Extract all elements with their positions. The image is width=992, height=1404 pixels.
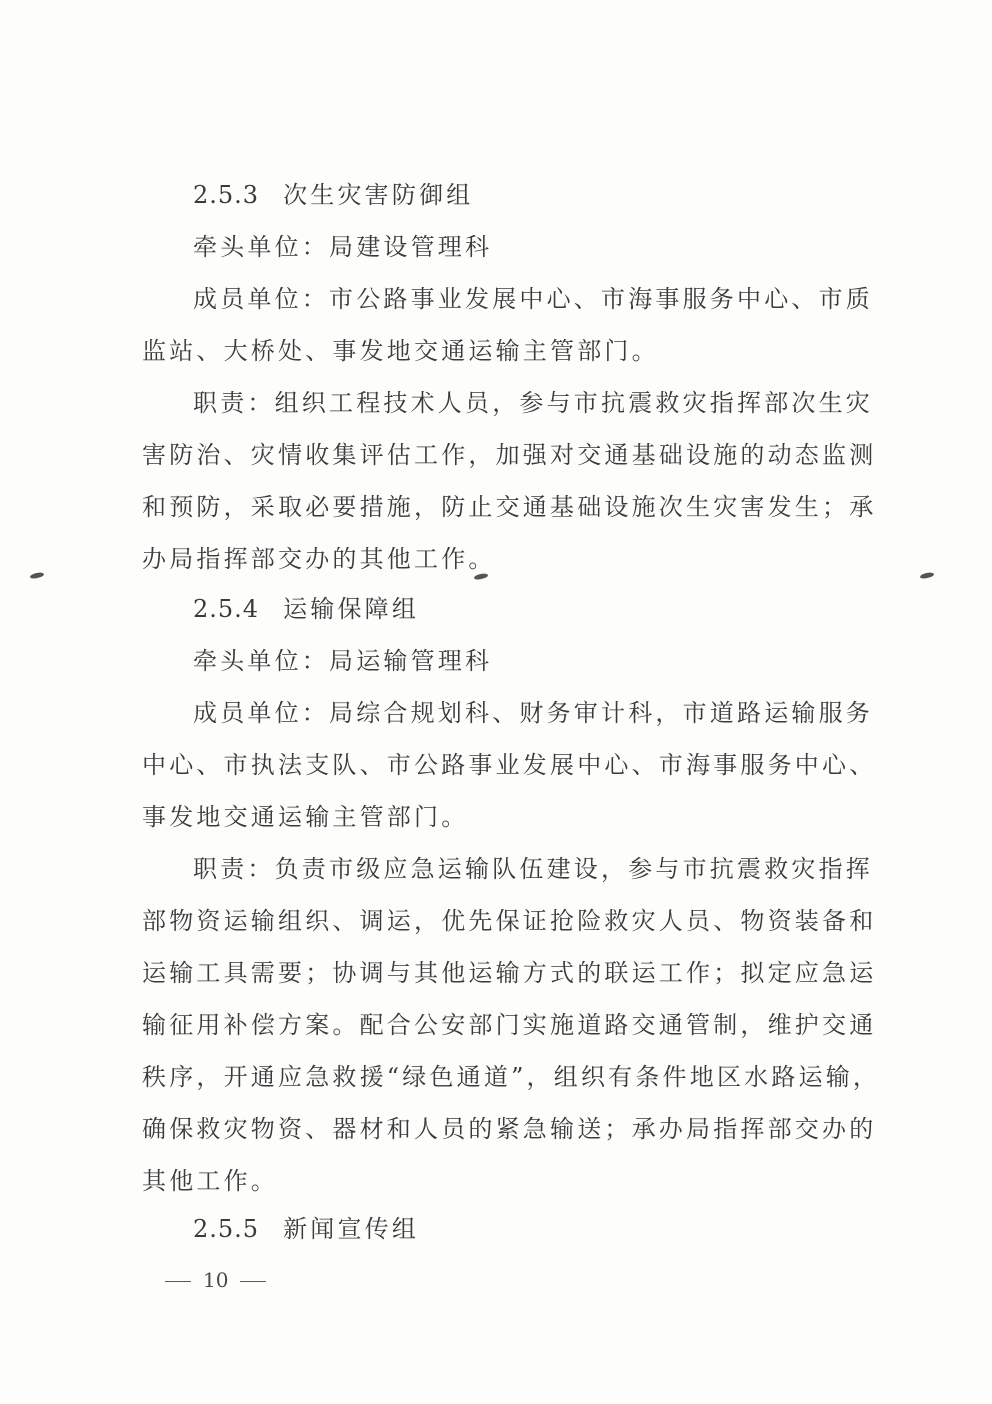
member-units-line: 成员单位：市公路事业发展中心、市海事服务中心、市质 [193, 285, 873, 313]
duties-line: 其他工作。 [142, 1167, 278, 1195]
duties-line: 和预防，采取必要措施，防止交通基础设施次生灾害发生；承 [142, 493, 877, 521]
binding-mark [920, 572, 935, 580]
duties-line: 秩序，开通应急救援“绿色通道”，组织有条件地区水路运输， [142, 1063, 881, 1091]
duties-line: 确保救灾物资、器材和人员的紧急输送；承办局指挥部交办的 [142, 1115, 877, 1143]
footer-dash [165, 1281, 191, 1282]
duties-line: 办局指挥部交办的其他工作。 [142, 545, 496, 573]
duties-line: 部物资运输组织、调运，优先保证抢险救灾人员、物资装备和 [142, 907, 877, 935]
member-units-line: 成员单位：局综合规划科、财务审计科，市道路运输服务 [193, 699, 873, 727]
section-number: 2.5.4 [193, 595, 260, 623]
duties-line: 职责：负责市级应急运输队伍建设，参与市抗震救灾指挥 [193, 855, 873, 883]
section-title: 次生灾害防御组 [283, 181, 474, 209]
section-number: 2.5.3 [193, 181, 260, 209]
section-heading-2-5-3 [193, 180, 473, 210]
page-number: 10 [203, 1268, 229, 1292]
lead-unit-line: 牵头单位：局运输管理科 [193, 647, 493, 675]
duties-line: 职责：组织工程技术人员，参与市抗震救灾指挥部次生灾 [193, 389, 873, 417]
duties-line: 运输工具需要；协调与其他运输方式的联运工作；拟定应急运 [142, 959, 877, 987]
section-heading-2-5-4 [193, 594, 419, 624]
lead-unit-line: 牵头单位：局建设管理科 [193, 233, 493, 261]
section-title: 新闻宣传组 [283, 1215, 420, 1243]
member-units-line: 监站、大桥处、事发地交通运输主管部门。 [142, 337, 659, 365]
member-units-line: 事发地交通运输主管部门。 [142, 803, 469, 831]
duties-line: 输征用补偿方案。配合公安部门实施道路交通管制，维护交通 [142, 1011, 877, 1039]
footer-dash [240, 1281, 266, 1282]
binding-mark [30, 572, 45, 580]
section-title: 运输保障组 [283, 595, 420, 623]
section-number: 2.5.5 [193, 1215, 260, 1243]
page-footer [165, 1268, 266, 1292]
member-units-line: 中心、市执法支队、市公路事业发展中心、市海事服务中心、 [142, 751, 877, 779]
duties-line: 害防治、灾情收集评估工作，加强对交通基础设施的动态监测 [142, 441, 877, 469]
section-heading-2-5-5 [193, 1214, 419, 1244]
